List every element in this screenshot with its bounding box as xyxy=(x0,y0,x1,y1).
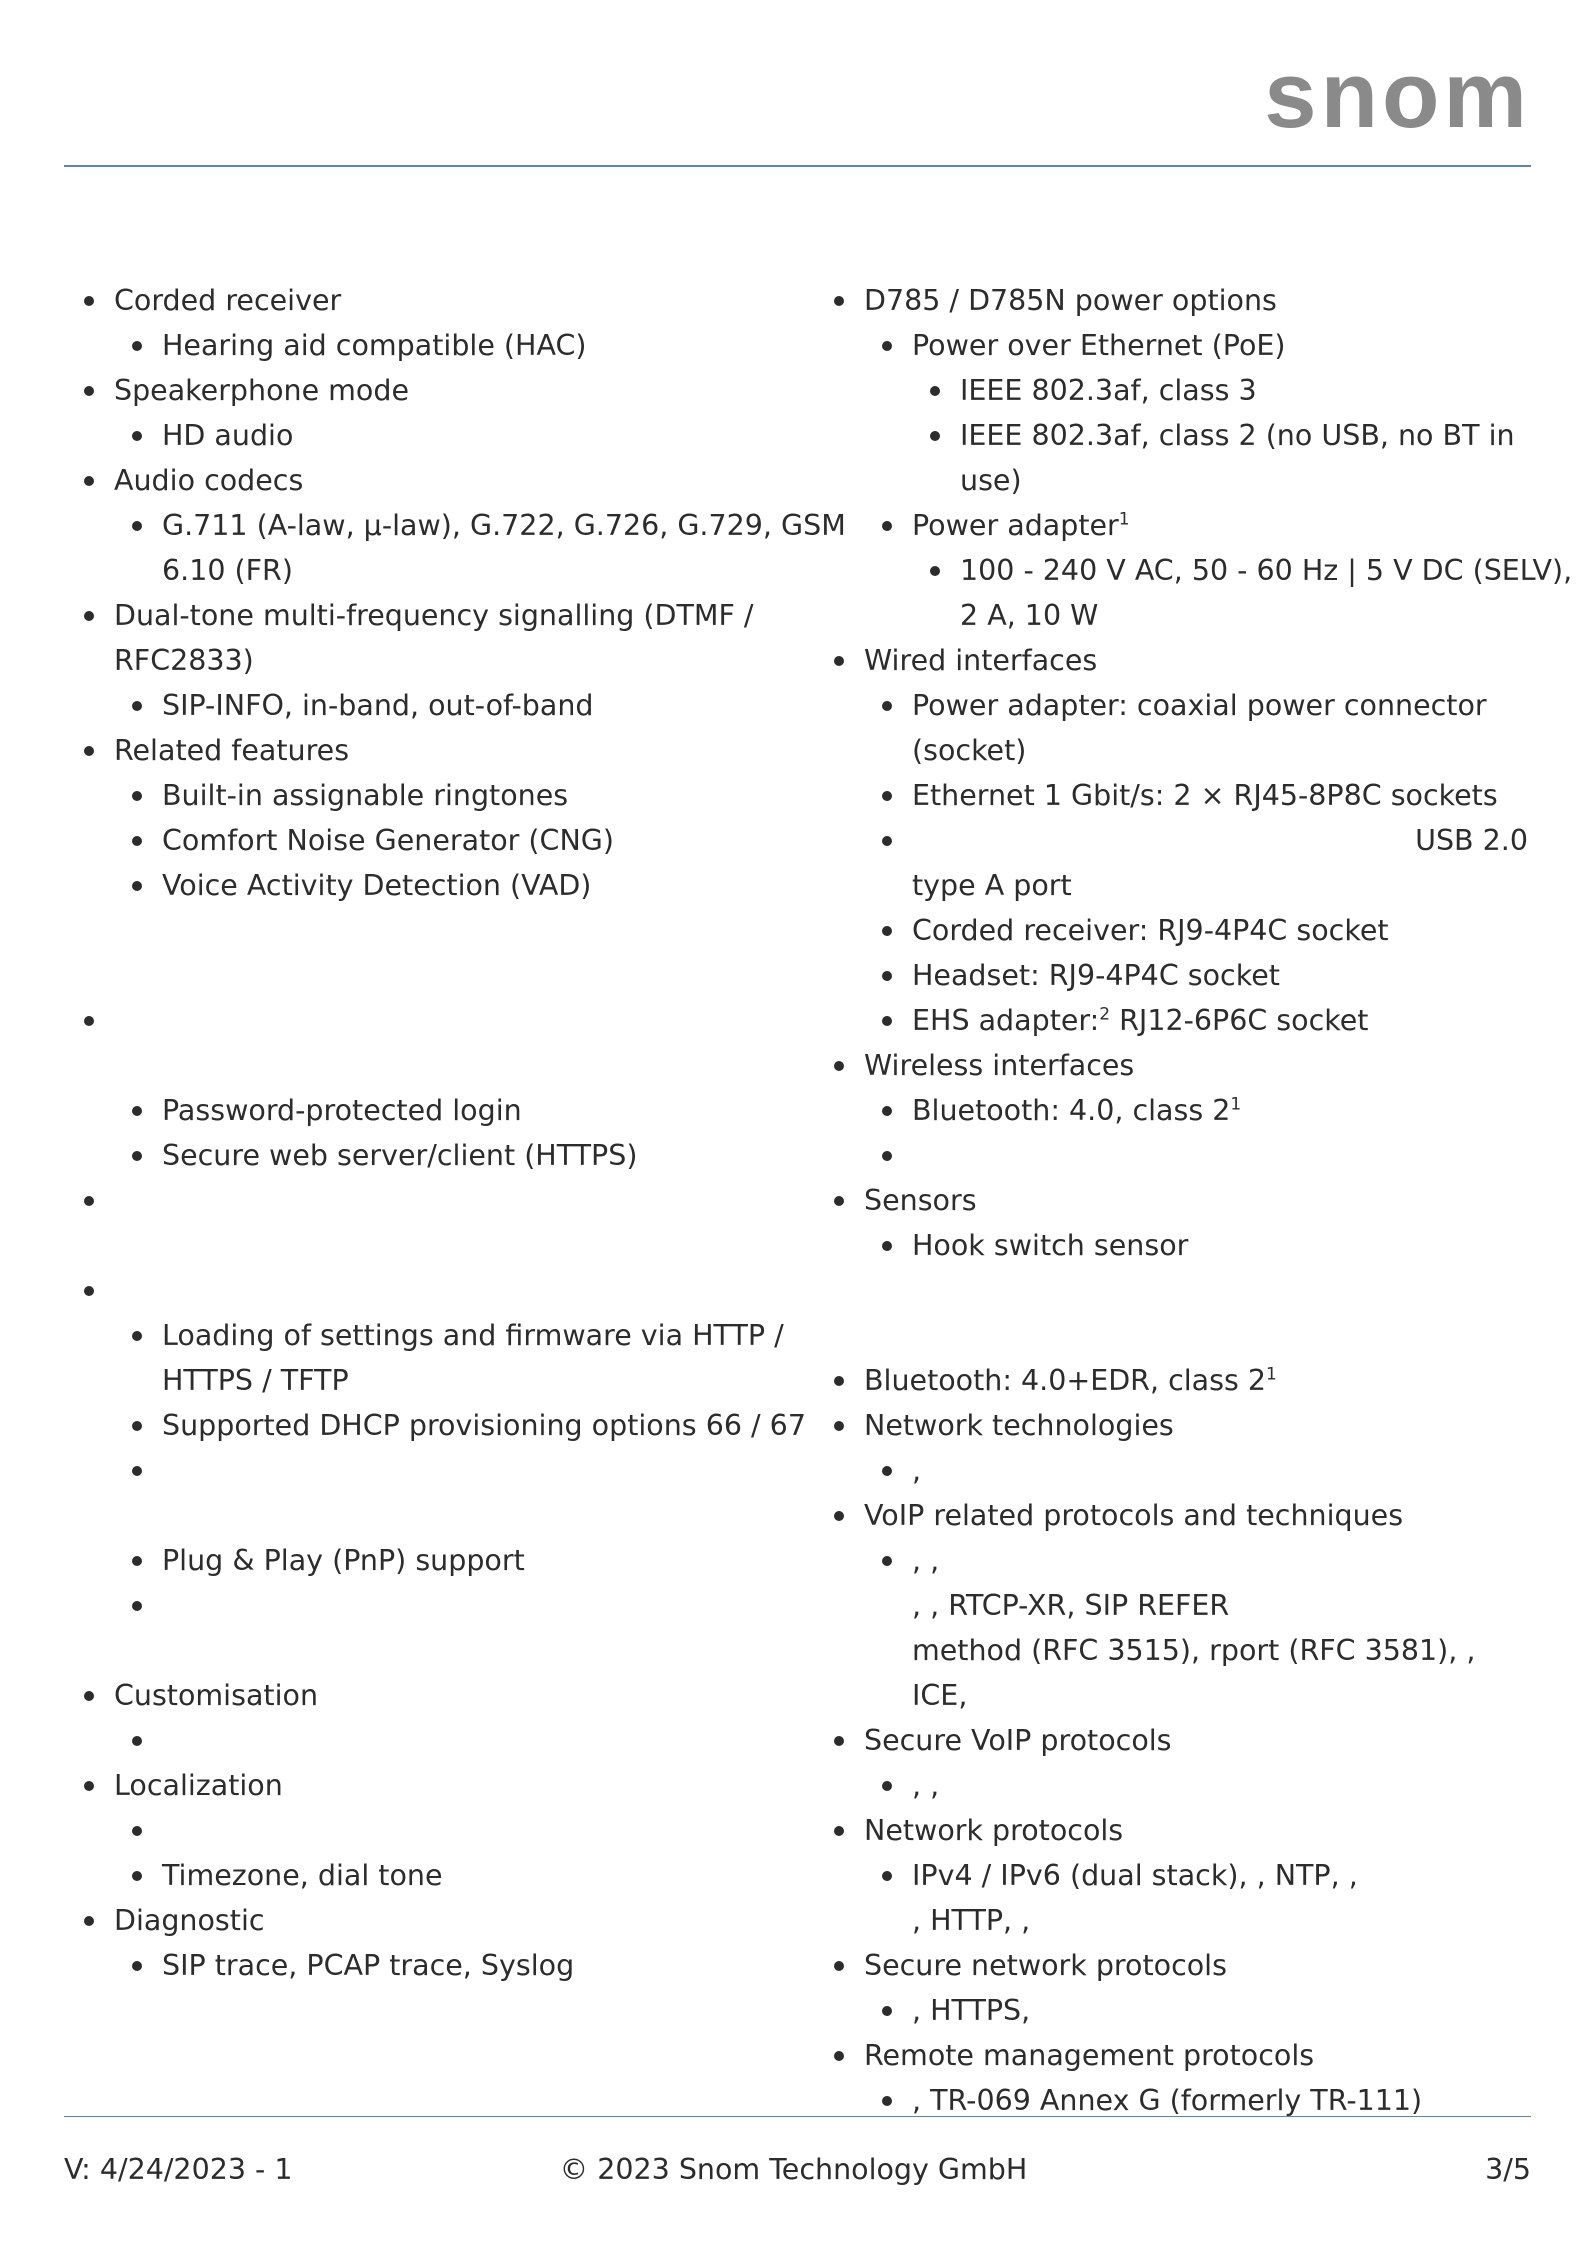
list-item xyxy=(78,773,778,818)
snom-logo: snom xyxy=(1264,42,1531,147)
bullet-icon xyxy=(84,1691,94,1701)
list-item xyxy=(78,1583,778,1628)
footnote-marker: 1 xyxy=(1266,1364,1277,1385)
list-item xyxy=(828,953,1528,998)
list-item xyxy=(78,1313,784,1358)
list-item xyxy=(828,1403,1528,1448)
list-item xyxy=(828,1763,1528,1808)
list-item xyxy=(828,1043,1528,1088)
list-item xyxy=(78,1898,778,1943)
bullet-icon xyxy=(882,1781,892,1791)
bullet-icon xyxy=(132,701,142,711)
list-item-text: D785 / D785N power options xyxy=(864,284,1277,317)
bullet-icon xyxy=(84,1016,94,1026)
bullet-icon xyxy=(882,791,892,801)
footnote-marker: 2 xyxy=(1099,1004,1111,1025)
bullet-icon xyxy=(882,1556,892,1566)
bullet-icon xyxy=(132,1331,142,1341)
list-item-text: EHS adapter:$^2$ RJ12-6P6C socket xyxy=(912,1004,1369,1037)
list-item xyxy=(78,1763,778,1808)
list-item xyxy=(828,323,1528,368)
list-item-text: ICE, xyxy=(912,1679,968,1712)
list-item xyxy=(828,1808,1528,1853)
bullet-icon xyxy=(882,926,892,936)
list-item xyxy=(828,1178,1528,1223)
list-item xyxy=(78,728,778,773)
list-item xyxy=(828,1268,1528,1313)
list-item xyxy=(828,1718,1528,1763)
list-item-text: Dual-tone multi-frequency signalling (DTMF / xyxy=(114,599,754,632)
list-item xyxy=(78,413,778,458)
list-item-text: Loading of settings and firmware via HTTP / xyxy=(162,1319,784,1352)
list-item-text: , , xyxy=(912,1544,940,1577)
list-item-text: VoIP related protocols and techniques xyxy=(864,1499,1404,1532)
list-item xyxy=(828,1673,1528,1718)
bullet-icon xyxy=(834,1511,844,1521)
bullet-icon xyxy=(882,1106,892,1116)
header-divider xyxy=(64,165,1531,167)
list-item xyxy=(78,953,778,998)
list-item xyxy=(828,1313,1528,1358)
bullet-icon xyxy=(132,1421,142,1431)
bullet-icon xyxy=(132,836,142,846)
list-item xyxy=(828,1943,1528,1988)
bullet-icon xyxy=(834,296,844,306)
bullet-icon xyxy=(834,2051,844,2061)
bullet-icon xyxy=(132,1961,142,1971)
list-item xyxy=(78,1628,778,1673)
list-item xyxy=(78,1808,778,1853)
list-item xyxy=(78,458,778,503)
list-item-text: Wired interfaces xyxy=(864,644,1098,677)
list-item xyxy=(78,1448,778,1493)
list-item-text: Password-protected login xyxy=(162,1094,522,1127)
list-item xyxy=(78,1268,778,1313)
list-item-text: Network protocols xyxy=(864,1814,1124,1847)
list-item xyxy=(78,548,778,593)
list-item xyxy=(828,1493,1528,1538)
list-item xyxy=(828,638,1528,683)
list-item xyxy=(78,863,778,908)
bullet-icon xyxy=(84,1916,94,1926)
list-item-text: type A port xyxy=(912,869,1072,902)
list-item-text: SIP trace, PCAP trace, Syslog xyxy=(162,1949,575,1982)
footnote-marker: 1 xyxy=(1118,509,1130,530)
list-item-text: IEEE 802.3af, class 2 (no USB, no BT in xyxy=(960,419,1515,452)
bullet-icon xyxy=(132,1556,142,1566)
list-item xyxy=(78,278,778,323)
bullet-icon xyxy=(132,1736,142,1746)
list-item xyxy=(828,1223,1528,1268)
list-item-text: Plug & Play (PnP) support xyxy=(162,1544,525,1577)
list-item-text: Speakerphone mode xyxy=(114,374,409,407)
list-item xyxy=(78,1133,778,1178)
bullet-icon xyxy=(834,1376,844,1386)
list-item-text: HD audio xyxy=(162,419,294,452)
bullet-icon xyxy=(84,1196,94,1206)
list-item-text: Hook switch sensor xyxy=(912,1229,1189,1262)
bullet-icon xyxy=(84,476,94,486)
bullet-icon xyxy=(132,1871,142,1881)
right-feature-column xyxy=(828,278,1573,2123)
list-item xyxy=(828,1628,1528,1673)
bullet-icon xyxy=(882,1871,892,1881)
list-item xyxy=(78,1403,806,1448)
list-item-text: Corded receiver xyxy=(114,284,342,317)
list-item xyxy=(78,323,778,368)
list-item-text: Secure network protocols xyxy=(864,1949,1227,1982)
bullet-icon xyxy=(930,431,940,441)
bullet-icon xyxy=(882,521,892,531)
left-feature-column xyxy=(78,278,846,1988)
list-item xyxy=(828,1448,1528,1493)
bullet-icon xyxy=(84,611,94,621)
bullet-icon xyxy=(882,1241,892,1251)
list-item-text: Headset: RJ9-4P4C socket xyxy=(912,959,1280,992)
list-item xyxy=(78,1943,778,1988)
list-item-text: HTTPS / TFTP xyxy=(162,1364,349,1397)
bullet-icon xyxy=(930,386,940,396)
list-item-text: 2 A, 10 W xyxy=(960,599,1099,632)
bullet-icon xyxy=(132,1151,142,1161)
bullet-icon xyxy=(834,1826,844,1836)
bullet-icon xyxy=(84,386,94,396)
list-item xyxy=(78,1673,778,1718)
list-item xyxy=(828,1898,1528,1943)
list-item xyxy=(828,458,1528,503)
list-item-text: IPv4 / IPv6 (dual stack), , NTP, , xyxy=(912,1859,1358,1892)
list-item-text: Network technologies xyxy=(864,1409,1174,1442)
list-item xyxy=(828,1088,1528,1133)
list-item-text: Ethernet 1 Gbit/s: 2 × RJ45-8P8C sockets xyxy=(912,779,1498,812)
list-item-text: Sensors xyxy=(864,1184,977,1217)
list-item xyxy=(828,773,1528,818)
list-item xyxy=(828,503,1528,548)
bullet-icon xyxy=(834,1196,844,1206)
list-item xyxy=(78,1358,778,1403)
list-item-text: USB 2.0 xyxy=(1415,824,1528,857)
list-item-text: Power adapter: coaxial power connector xyxy=(912,689,1487,722)
bullet-icon xyxy=(132,1601,142,1611)
list-item xyxy=(78,1223,778,1268)
list-item-text: , , RTCP-XR, SIP REFER xyxy=(912,1589,1230,1622)
list-item xyxy=(828,863,1528,908)
bullet-icon xyxy=(132,431,142,441)
list-item xyxy=(78,1538,778,1583)
list-item-text: method (RFC 3515), rport (RFC 3581), , xyxy=(912,1634,1476,1667)
bullet-icon xyxy=(882,1016,892,1026)
bullet-icon xyxy=(882,971,892,981)
list-item-text: Customisation xyxy=(114,1679,319,1712)
bullet-icon xyxy=(132,1826,142,1836)
footer-version: V: 4/24/2023 - 1 xyxy=(64,2153,293,2186)
list-item-text: , HTTPS, xyxy=(912,1994,1031,2027)
bullet-icon xyxy=(834,656,844,666)
bullet-icon xyxy=(834,1421,844,1431)
list-item xyxy=(78,683,778,728)
bullet-icon xyxy=(132,521,142,531)
list-item-text: Timezone, dial tone xyxy=(162,1859,443,1892)
bullet-icon xyxy=(84,1286,94,1296)
list-item xyxy=(78,638,778,683)
list-item-text: Diagnostic xyxy=(114,1904,265,1937)
bullet-icon xyxy=(132,1466,142,1476)
list-item xyxy=(828,413,1528,458)
list-item xyxy=(828,998,1528,1043)
list-item xyxy=(78,1853,778,1898)
list-item-text: (socket) xyxy=(912,734,1027,767)
list-item-text: Secure VoIP protocols xyxy=(864,1724,1172,1757)
bullet-icon xyxy=(930,566,940,576)
list-item xyxy=(828,1583,1528,1628)
list-item xyxy=(78,593,778,638)
list-item xyxy=(828,2033,1528,2078)
list-item-text: Voice Activity Detection (VAD) xyxy=(162,869,592,902)
list-item-text: Supported DHCP provisioning options 66 / 67 xyxy=(162,1409,806,1442)
list-item xyxy=(828,1988,1528,2033)
list-item-text: Related features xyxy=(114,734,350,767)
list-item-text: Hearing aid compatible (HAC) xyxy=(162,329,587,362)
bullet-icon xyxy=(882,2006,892,2016)
bullet-icon xyxy=(132,1106,142,1116)
list-item xyxy=(78,1043,778,1088)
list-item xyxy=(828,728,1528,773)
bullet-icon xyxy=(882,836,892,846)
bullet-icon xyxy=(132,791,142,801)
list-item xyxy=(78,998,778,1043)
list-item-text: Wireless interfaces xyxy=(864,1049,1135,1082)
list-item-text: Audio codecs xyxy=(114,464,304,497)
list-item xyxy=(828,908,1528,953)
list-item-text: 6.10 (FR) xyxy=(162,554,293,587)
list-item-text: , , xyxy=(912,1769,940,1802)
list-item xyxy=(828,278,1528,323)
list-item-text: , HTTP, , xyxy=(912,1904,1031,1937)
list-item-text: Comfort Noise Generator (CNG) xyxy=(162,824,614,857)
list-item xyxy=(78,1178,778,1223)
list-item-text: RFC2833) xyxy=(114,644,254,677)
list-item xyxy=(828,818,1528,863)
list-item-text: use) xyxy=(960,464,1022,497)
list-item xyxy=(78,1493,778,1538)
bullet-icon xyxy=(882,701,892,711)
list-item-text: G.711 (A-law, µ-law), G.722, G.726, G.729, GSM xyxy=(162,509,846,542)
bullet-icon xyxy=(132,341,142,351)
list-item-text: Bluetooth: 4.0+EDR, class $2^1$ xyxy=(864,1364,1277,1397)
list-item xyxy=(78,503,846,548)
bullet-icon xyxy=(882,1466,892,1476)
list-item-text: Bluetooth: 4.0, class $2^1$ xyxy=(912,1094,1242,1127)
list-item-text: IEEE 802.3af, class 3 xyxy=(960,374,1257,407)
list-item xyxy=(828,1133,1528,1178)
footer-page-number: 3/5 xyxy=(1485,2153,1531,2186)
list-item xyxy=(828,683,1528,728)
list-item-text: , xyxy=(912,1454,922,1487)
bullet-icon xyxy=(882,341,892,351)
bullet-icon xyxy=(834,1061,844,1071)
list-item-text: Secure web server/client (HTTPS) xyxy=(162,1139,638,1172)
bullet-icon xyxy=(882,1151,892,1161)
bullet-icon xyxy=(84,1781,94,1791)
list-item xyxy=(78,1718,778,1763)
list-item-text: Power adapter$^1$ xyxy=(912,509,1130,542)
list-item xyxy=(78,818,778,863)
bullet-icon xyxy=(84,296,94,306)
list-item-text: SIP-INFO, in-band, out-of-band xyxy=(162,689,594,722)
list-item-text: Localization xyxy=(114,1769,283,1802)
list-item xyxy=(78,368,778,413)
list-item xyxy=(78,908,778,953)
footer-copyright: © 2023 Snom Technology GmbH xyxy=(559,2153,1028,2186)
list-item-text: , TR-069 Annex G (formerly TR-111) xyxy=(912,2084,1423,2117)
bullet-icon xyxy=(84,746,94,756)
bullet-icon xyxy=(834,1961,844,1971)
footer-divider xyxy=(64,2116,1531,2117)
footnote-marker: 1 xyxy=(1230,1094,1242,1115)
list-item-text: Built-in assignable ringtones xyxy=(162,779,569,812)
list-item xyxy=(828,1853,1528,1898)
list-item-text: Power over Ethernet (PoE) xyxy=(912,329,1286,362)
list-item xyxy=(78,1088,778,1133)
bullet-icon xyxy=(882,2096,892,2106)
bullet-icon xyxy=(834,1736,844,1746)
list-item xyxy=(828,593,1528,638)
bullet-icon xyxy=(132,881,142,891)
list-item-text: Corded receiver: RJ9-4P4C socket xyxy=(912,914,1389,947)
list-item xyxy=(828,548,1573,593)
list-item xyxy=(828,368,1528,413)
list-item xyxy=(828,1538,1528,1583)
list-item-text: Remote management protocols xyxy=(864,2039,1315,2072)
list-item xyxy=(828,1358,1528,1403)
list-item-text: 100 - 240 V AC, 50 - 60 Hz | 5 V DC (SELV), xyxy=(960,554,1573,587)
